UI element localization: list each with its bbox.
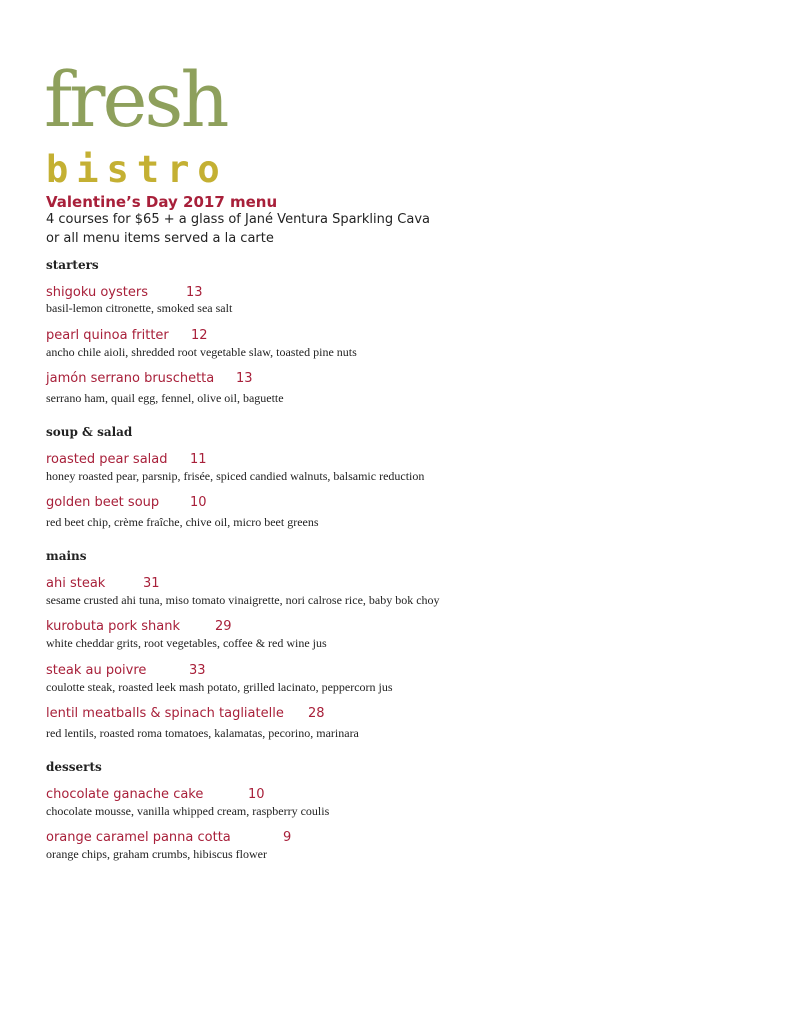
dish-description: white cheddar grits, root vegetables, coffee & red wine jus: [46, 636, 327, 650]
dish-price: 11: [190, 452, 207, 467]
dish-description: orange chips, graham crumbs, hibiscus flower: [46, 847, 267, 861]
logo-fresh-text: fresh: [44, 55, 227, 144]
dish-price: 33: [189, 663, 206, 678]
dish-price: 13: [236, 371, 253, 386]
section-heading-mains: mains: [46, 549, 87, 563]
dish-name: jamón serrano bruschetta: [46, 371, 215, 386]
dish-name: lentil meatballs & spinach tagliatelle: [46, 706, 284, 721]
dish-price: 31: [143, 576, 160, 591]
dish-description: sesame crusted ahi tuna, miso tomato vinaigrette, nori calrose rice, baby bok choy: [46, 593, 440, 607]
dish-description: red beet chip, crème fraîche, chive oil, micro beet greens: [46, 515, 319, 529]
dish-name: roasted pear salad: [46, 452, 168, 467]
dish-price: 29: [215, 619, 232, 634]
dish-price: 9: [283, 830, 292, 845]
section-heading-desserts: desserts: [46, 760, 102, 774]
section-heading-starters: starters: [46, 258, 99, 272]
dish-description: honey roasted pear, parsnip, frisée, spiced candied walnuts, balsamic reduction: [46, 469, 425, 483]
dish-description: coulotte steak, roasted leek mash potato, grilled lacinato, peppercorn jus: [46, 680, 393, 694]
dish-description: ancho chile aioli, shredded root vegetable slaw, toasted pine nuts: [46, 345, 357, 359]
dish-price: 10: [248, 787, 265, 802]
dish-description: chocolate mousse, vanilla whipped cream, raspberry coulis: [46, 804, 330, 818]
dish-name: chocolate ganache cake: [46, 787, 204, 802]
dish-description: basil-lemon citronette, smoked sea salt: [46, 301, 233, 315]
menu-title: Valentine’s Day 2017 menu: [46, 193, 278, 211]
dish-name: golden beet soup: [46, 495, 160, 510]
dish-name: kurobuta pork shank: [46, 619, 181, 634]
logo-bistro-text: bistro: [46, 148, 228, 191]
menu-subtitle-line1: 4 courses for $65 + a glass of Jané Ventura Sparkling Cava: [46, 212, 430, 227]
dish-name: pearl quinoa fritter: [46, 328, 169, 343]
dish-price: 10: [190, 495, 207, 510]
dish-name: shigoku oysters: [46, 285, 148, 300]
dish-price: 13: [186, 285, 203, 300]
dish-price: 28: [308, 706, 325, 721]
dish-description: serrano ham, quail egg, fennel, olive oil, baguette: [46, 391, 284, 405]
menu-subtitle-line2: or all menu items served a la carte: [46, 231, 274, 246]
section-heading-soup-salad: soup & salad: [46, 425, 133, 439]
dish-name: ahi steak: [46, 576, 106, 591]
dish-description: red lentils, roasted roma tomatoes, kalamatas, pecorino, marinara: [46, 726, 359, 740]
dish-price: 12: [191, 328, 208, 343]
restaurant-logo: [44, 55, 244, 191]
dish-name: orange caramel panna cotta: [46, 830, 231, 845]
dish-name: steak au poivre: [46, 663, 147, 678]
